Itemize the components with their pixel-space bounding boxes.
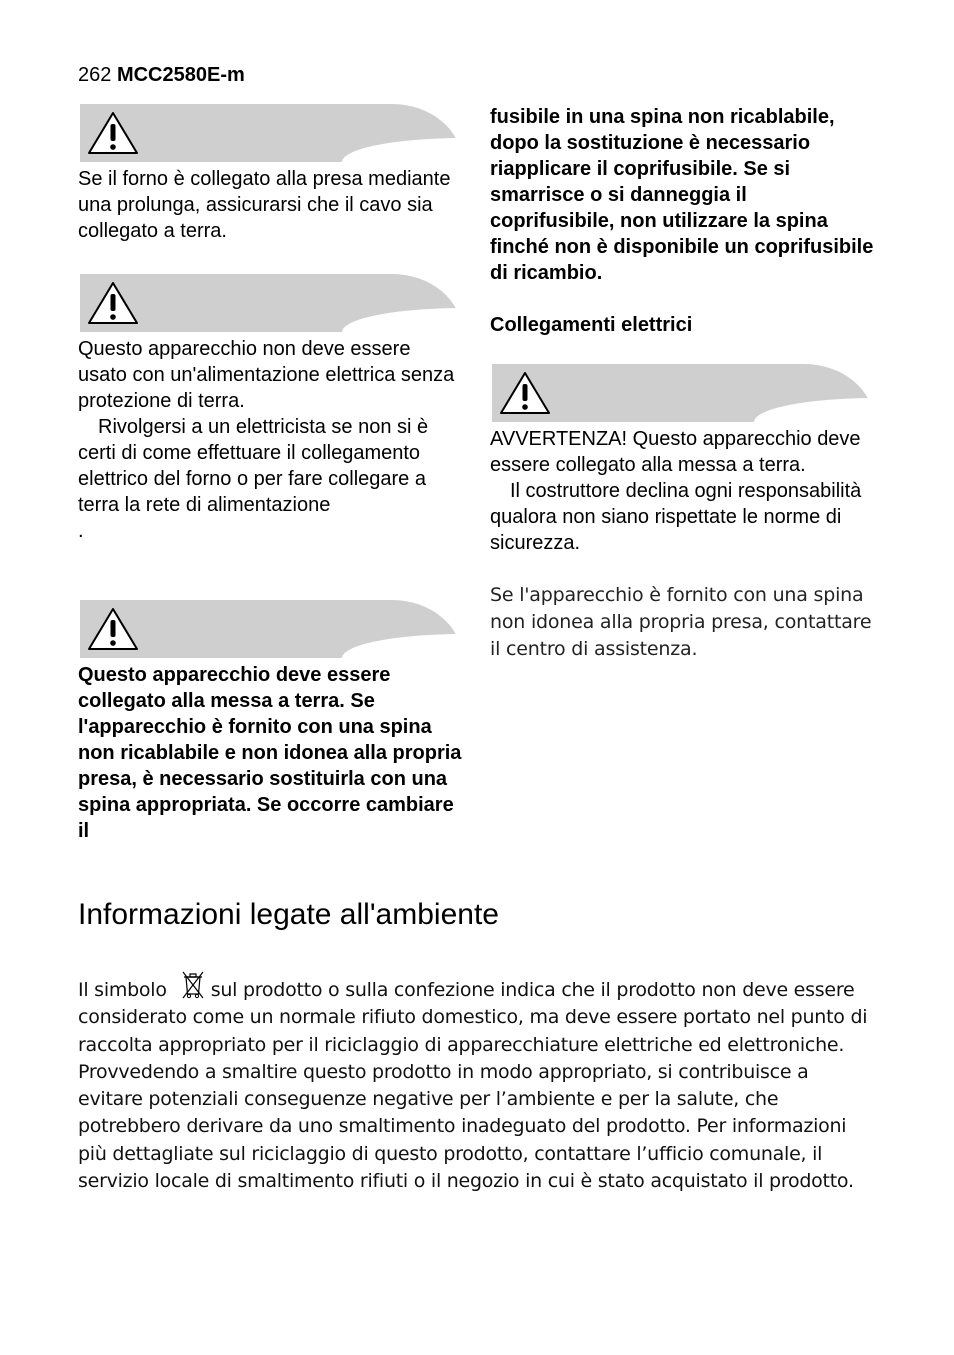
warning-triangle-icon (86, 280, 140, 326)
stray-dot: . (78, 520, 84, 542)
page-number: 262 (78, 64, 112, 86)
model-name: MCC2580E-m (116, 64, 245, 86)
warning-banner-3 (80, 600, 462, 658)
warning-triangle-icon (498, 370, 552, 416)
warning-triangle-icon (86, 110, 140, 156)
page-header (78, 64, 245, 87)
warning-banner-2 (80, 274, 462, 332)
right-column (490, 104, 874, 663)
warning-text-electrician: Rivolgersi a un elettricista se non si è certi di come effettuare il collegamento elettrico del forno o per fare collegare a terra la rete di alimentazione (78, 416, 429, 516)
warning-banner-4 (492, 364, 874, 422)
warning-text-avvertenza: AVVERTENZA! Questo apparecchio deve essere collegato alla messa a terra. (490, 428, 861, 476)
section-heading-electrical: Collegamenti elettrici (490, 314, 693, 336)
warning-text-ground: Questo apparecchio non deve essere usato con un'alimentazione elettrica senza protezione di terra. (78, 338, 455, 412)
warning-banner-1 (80, 104, 462, 162)
warning-text-plug: Questo apparecchio deve essere collegato alla messa a terra. Se l'apparecchio è fornito con una spina non ricablabile e non idonea alla propria presa, è necessario sostituirla con una spina appropriata. Se occorre cambiare il (78, 664, 462, 842)
environment-paragraph (78, 970, 878, 1195)
note-text-service: Se l'apparecchio è fornito con una spina non idonea alla propria presa, contattare il centro di assistenza. (490, 584, 872, 660)
env-text-rest: sul prodotto o sulla confezione indica che il prodotto non deve essere considerato come un normale rifiuto domestico, ma deve essere portato nel punto di raccolta appropriato per il riciclaggio di apparecchiature elettriche ed elettroniche. Provvedendo a smaltire questo prodotto in modo appropriato, si contribuisce a evitare potenziali conseguenze negative per l’ambiente e per la salute, che potrebbero derivare da uno smaltimento inadeguato del prodotto. Per informazioni più dettagliate sul riciclaggio di questo prodotto, contattare l’ufficio comunale, il servizio locale di smaltimento rifiuti o il negozio in cui è stato acquistato il prodotto. (78, 979, 868, 1193)
warning-text-responsibility: Il costruttore declina ogni responsabilità qualora non siano rispettate le norme di sicurezza. (490, 480, 862, 554)
left-column (78, 104, 462, 844)
env-text-start: Il simbolo (78, 979, 167, 1001)
crossed-bin-icon (181, 970, 205, 1000)
section-title-environment: Informazioni legate all'ambiente (78, 898, 499, 931)
warning-text-extension: Se il forno è collegato alla presa mediante una prolunga, assicurarsi che il cavo sia collegato a terra. (78, 168, 451, 242)
warning-triangle-icon (86, 606, 140, 652)
warning-text-continuation: fusibile in una spina non ricablabile, dopo la sostituzione è necessario riapplicare il coprifusibile. Se si smarrisce o si danneggia il coprifusibile, non utilizzare la spina finché non è disponibile un coprifusibile di ricambio. (490, 106, 874, 284)
